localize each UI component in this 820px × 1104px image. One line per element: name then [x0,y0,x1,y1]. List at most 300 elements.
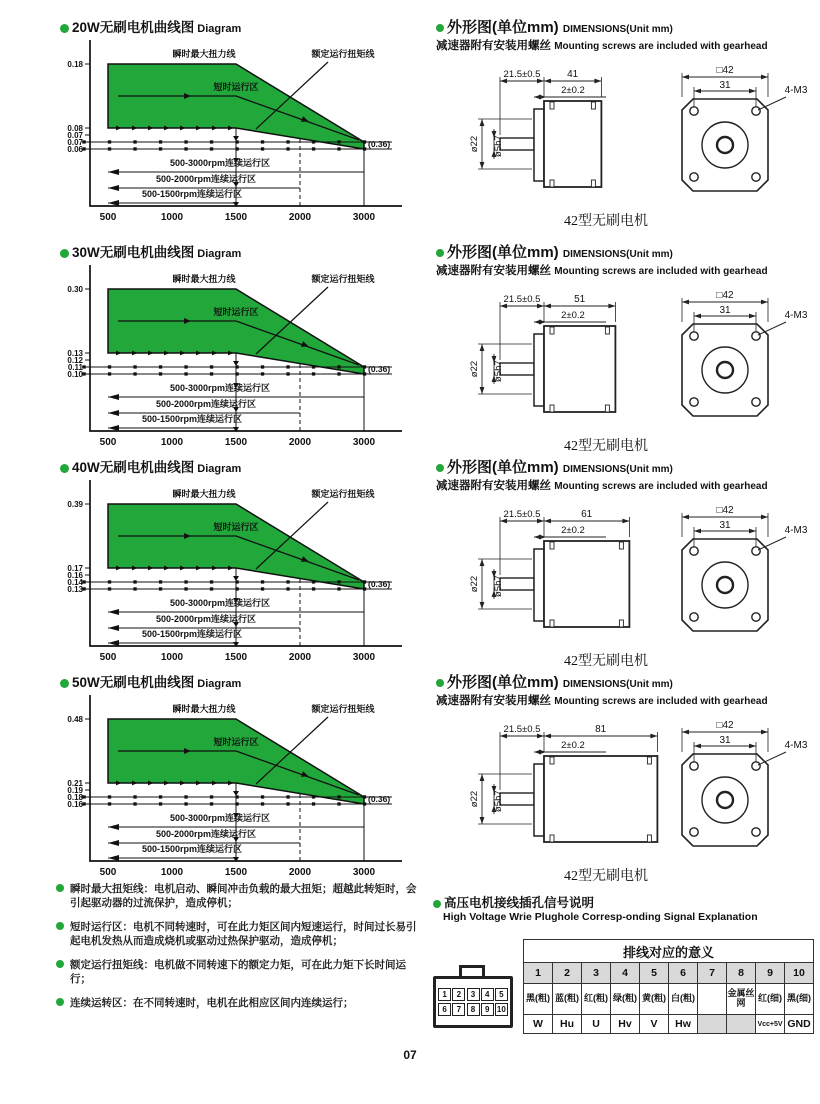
square-marker [312,372,315,375]
chart-title-cn: 50W无刷电机曲线图 [72,675,195,690]
dim-arrow [544,734,551,739]
mounting-hole [752,762,760,770]
y-tick-label: 0.08 [67,123,83,133]
dimension-drawing-50w [436,708,820,865]
zone-label: 500-2000rpm连续运行区 [155,174,257,184]
dim-section-30w [436,241,820,466]
body-slot [619,542,623,549]
square-marker [184,802,187,805]
torque-curve-svg [44,261,424,461]
zone-label: 500-1500rpm连续运行区 [141,629,243,639]
zone-label: 500-3000rpm连续运行区 [169,813,271,823]
wire-color-cell: 绿(粗) [611,984,640,1015]
dim-heading-cn: 外形图(单位mm) [447,19,559,36]
zone-label: 500-2000rpm连续运行区 [155,829,257,839]
square-marker [210,372,213,375]
mounting-hole [690,398,698,406]
dim-shaft-dia: ø5h7 [493,360,504,382]
dim-arrow [682,515,689,520]
mounting-hole [752,547,760,555]
dim-section-20w [436,16,820,241]
mounting-hole [690,828,698,836]
square-marker [261,587,264,590]
connector-pin: 10 [495,1003,508,1016]
flange [534,764,544,836]
square-marker [363,365,366,368]
square-marker [312,365,315,368]
dim-sub-en: Mounting screws are included with gearhead [554,481,768,492]
dim-arrow [594,79,601,84]
square-marker [286,580,289,583]
dim-flange-dia: ø22 [469,790,480,808]
x-tick-label: 2000 [288,652,312,663]
dim-heading-cn: 外形图(单位mm) [447,674,559,691]
wire-color-cell: 黄(粗) [640,984,669,1015]
arrow-marker [108,609,119,615]
body-slot [605,327,609,334]
green-bullet-icon [60,24,69,33]
dim-shaft-step: 2±0.2 [561,85,585,96]
dim-body-length: 81 [595,724,607,735]
dim-sub-cn: 减速器附有安装用螺丝 [436,480,551,492]
dim-body-length: 51 [574,294,586,305]
dim-square: □42 [716,65,734,76]
dim-arrow [761,515,768,520]
square-marker [312,587,315,590]
square-marker [159,795,162,798]
signal-cell: Hw [669,1015,698,1034]
pin-number-cell: 7 [698,963,727,984]
square-marker [108,365,111,368]
peak-line-label: 瞬时最大扭力线 [172,49,236,59]
zone-label: 500-1500rpm连续运行区 [141,844,243,854]
note-item [56,920,422,949]
square-marker [184,140,187,143]
dim-arrow [749,529,756,534]
square-marker [108,147,111,150]
torque-chart-50w [44,691,436,896]
note-text: 额定运行扭矩线：电机做不同转速下的额定力矩，可在此力矩下长时间运行； [70,958,406,986]
square-marker [108,795,111,798]
square-marker [108,580,111,583]
arrow-marker [108,185,119,191]
shaft-hole [717,792,733,808]
square-marker [108,140,111,143]
y-tick-label: 0.39 [67,499,83,509]
signal-table [523,939,814,1034]
square-marker [312,140,315,143]
square-marker [363,795,366,798]
torque-chart-40w [44,476,436,681]
body-slot [550,180,554,187]
wire-color-cell: 金属丝网 [727,984,756,1015]
chart-title-20w [60,16,436,36]
body-slot [550,757,554,764]
signal-cell [698,1015,727,1034]
green-bullet-icon [436,249,444,257]
chart-section-30w [0,241,436,466]
dim-heading-en: DIMENSIONS(Unit mm) [562,679,673,690]
connector-plug-icon [433,965,517,1034]
square-marker [159,372,162,375]
square-marker [210,365,213,368]
shaft [500,138,534,150]
y-tick-label: 0.12 [67,355,83,365]
dim-shaft-dia: ø5h7 [493,790,504,812]
dim-arrow [544,304,551,309]
y-tick-label: 0.30 [67,284,83,294]
dim-arrow [694,314,701,319]
green-bullet-icon [60,679,69,688]
connector-pin: 1 [438,988,451,1001]
connector-pin: 7 [452,1003,465,1016]
motor-body [544,541,629,627]
y-tick-label: 0.11 [67,362,83,372]
dim-hole-pitch: 31 [719,735,731,746]
square-marker [133,795,136,798]
dim-arrow [694,744,701,749]
dim-arrow [480,119,485,126]
mounting-hole [752,332,760,340]
square-marker [184,147,187,150]
dim-lead: 21.5±0.5 [503,69,541,80]
green-bullet-icon [56,922,64,930]
square-marker [337,147,340,150]
dimension-svg [436,493,820,645]
square-marker [363,580,366,583]
dim-hole-pitch: 31 [719,80,731,91]
chart-title-cn: 40W无刷电机曲线图 [72,460,195,475]
rated-line-label: 额定运行扭矩线 [311,704,375,714]
chart-title-cn: 20W无刷电机曲线图 [72,20,195,35]
square-marker [184,365,187,368]
pin-number-cell: 10 [785,963,814,984]
flange [534,334,544,406]
arrow-marker [108,625,119,631]
green-bullet-icon [436,679,444,687]
square-marker [337,140,340,143]
note-text: 短时运行区：电机不同转速时，可在此力矩区间内短速运行，时间过长易引起电机发热从而造成烧机或驱动过热保护驱动，造成停机； [70,920,417,948]
square-marker [286,372,289,375]
chart-section-50w [0,671,436,896]
dim-lead: 21.5±0.5 [503,294,541,305]
body-slot [591,102,595,109]
zone-label: 500-3000rpm连续运行区 [169,158,271,168]
square-marker [133,802,136,805]
body-slot [550,835,554,842]
note-text: 连续运转区：在不同转速时，电机在此相应区间内连续运行； [70,996,354,1009]
square-marker [133,140,136,143]
row-30w [0,241,820,466]
square-marker [133,147,136,150]
square-marker [312,147,315,150]
shaft [500,793,534,805]
square-marker [159,580,162,583]
arrow-marker [233,576,239,581]
zone-label: 500-2000rpm连续运行区 [155,614,257,624]
y-tick-label: 0.07 [67,137,83,147]
pin-number-cell: 9 [756,963,785,984]
mounting-hole [690,547,698,555]
dim-square: □42 [716,720,734,731]
green-bullet-icon [436,24,444,32]
signal-cell: Hv [611,1015,640,1034]
table-title: 排线对应的意义 [524,940,814,963]
note-text: 瞬时最大扭矩线：电机启动、瞬间冲击负载的最大扭矩；超越此转矩时，会引起驱动器的过流保护，造成停机； [70,883,417,910]
wire-color-cell [698,984,727,1015]
note-item [56,958,422,987]
square-marker [108,587,111,590]
connector-pin: 6 [438,1003,451,1016]
signal-cell: GND [785,1015,814,1034]
chart-section-40w [0,456,436,681]
torque-chart-30w [44,261,436,466]
dim-lead: 21.5±0.5 [503,509,541,520]
square-marker [210,140,213,143]
square-marker [133,372,136,375]
peak-line-label: 瞬时最大扭力线 [172,489,236,499]
x-tick-label: 2000 [288,212,312,223]
square-marker [261,147,264,150]
dim-arrow [761,75,768,80]
square-marker [184,587,187,590]
square-marker [286,795,289,798]
square-marker [261,365,264,368]
square-marker [184,580,187,583]
pin-number-cell: 6 [669,963,698,984]
square-marker [363,372,366,375]
dim-caption: 42型无刷电机 [564,869,648,884]
signal-cell: Hu [553,1015,582,1034]
signal-cell: U [582,1015,611,1034]
square-marker [159,147,162,150]
pin-number-cell: 4 [611,963,640,984]
arrow-marker [108,840,119,846]
dim-arrow [480,559,485,566]
y-tick-label: 0.18 [67,59,83,69]
square-marker [363,147,366,150]
dim-flange-dia: ø22 [469,575,480,593]
square-marker [363,140,366,143]
square-marker [133,580,136,583]
dim-arrow [694,89,701,94]
dimension-svg [436,278,820,430]
motor-body [544,756,657,842]
dim-hole-pitch: 31 [719,520,731,531]
pin-number-cell: 1 [524,963,553,984]
dim-shaft-step: 2±0.2 [561,525,585,536]
dim-body-length: 61 [581,509,593,520]
zone-label: 500-3000rpm连续运行区 [169,598,271,608]
square-marker [261,580,264,583]
mounting-hole [752,613,760,621]
dim-sub-en: Mounting screws are included with gearhead [554,696,768,707]
wire-color-cell: 黑(细) [785,984,814,1015]
torque-curve-svg [44,476,424,676]
y-tick-label: 0.14 [67,577,83,587]
y-tick-label: 0.16 [67,799,83,809]
zone-label: 500-3000rpm连续运行区 [169,383,271,393]
x-tick-label: 2000 [288,867,312,878]
dim-section-50w [436,671,820,896]
dim-section-40w [436,456,820,681]
torque-chart-20w [44,36,436,241]
square-marker [337,802,340,805]
square-marker [159,802,162,805]
dim-arrow [480,387,485,394]
pin-number-cell: 5 [640,963,669,984]
dim-body-length: 41 [567,69,579,80]
green-bullet-icon [56,998,64,1006]
x-tick-label: 1500 [224,652,248,663]
right-end-label: (0.36) [368,139,391,149]
dim-square: □42 [716,505,734,516]
body-slot [550,405,554,412]
dim-screws: 4-M3 [784,310,808,321]
dim-arrow [480,162,485,169]
dim-heading-cn: 外形图(单位mm) [447,459,559,476]
square-marker [286,802,289,805]
square-marker [159,365,162,368]
dim-arrow [544,519,551,524]
x-tick-label: 1500 [224,212,248,223]
wiring-section [433,893,819,1034]
dim-arrow [650,734,657,739]
mounting-hole [690,762,698,770]
row-20w [0,16,820,241]
x-tick-label: 2000 [288,437,312,448]
x-tick-label: 3000 [352,437,376,448]
connector-pin: 2 [452,988,465,1001]
mounting-hole [690,613,698,621]
dim-arrow [682,75,689,80]
rated-line-label: 额定运行扭矩线 [311,489,375,499]
green-bullet-icon [60,464,69,473]
dim-arrow [539,95,546,100]
dim-screws: 4-M3 [784,85,808,96]
y-tick-label: 0.07 [67,130,83,140]
connector-pin: 5 [495,988,508,1001]
square-marker [337,587,340,590]
square-marker [210,802,213,805]
x-tick-label: 500 [99,212,117,223]
torque-curve-svg [44,691,424,891]
pin-number-cell: 2 [553,963,582,984]
chart-section-20w [0,16,436,241]
body-slot [591,180,595,187]
square-marker [337,580,340,583]
dim-arrow [682,300,689,305]
square-marker [159,140,162,143]
y-tick-label: 0.10 [67,369,83,379]
short-zone-label: 短时运行区 [213,522,259,532]
note-item [56,996,422,1010]
short-zone-label: 短时运行区 [213,307,259,317]
shaft-hole [717,137,733,153]
dim-sub-en: Mounting screws are included with gearhead [554,266,768,277]
short-zone-label: 短时运行区 [213,82,259,92]
square-marker [286,365,289,368]
dim-screws: 4-M3 [784,740,808,751]
square-marker [210,587,213,590]
dim-sub-cn: 减速器附有安装用螺丝 [436,695,551,707]
dim-arrow [480,344,485,351]
dim-sub-cn: 减速器附有安装用螺丝 [436,265,551,277]
body-slot [619,620,623,627]
row-50w [0,671,820,896]
dim-shaft-step: 2±0.2 [561,740,585,751]
motor-body [544,326,615,412]
peak-line-label: 瞬时最大扭力线 [172,704,236,714]
dim-arrow [749,744,756,749]
footnotes [56,882,422,1019]
right-end-label: (0.36) [368,364,391,374]
square-marker [261,802,264,805]
green-bullet-icon [436,464,444,472]
x-tick-label: 3000 [352,867,376,878]
connector-body [433,976,513,1028]
mounting-hole [690,173,698,181]
wiring-heading-en: High Voltage Wrie Plughole Corresp-onding Signal Explanation [443,911,758,923]
square-marker [337,372,340,375]
body-slot [550,102,554,109]
y-tick-label: 0.13 [67,584,83,594]
body-slot [550,327,554,334]
dim-hole-pitch: 31 [719,305,731,316]
x-tick-label: 1500 [224,867,248,878]
square-marker [363,802,366,805]
square-marker [337,795,340,798]
x-tick-label: 1000 [160,652,184,663]
green-bullet-icon [56,884,64,892]
dim-heading-en: DIMENSIONS(Unit mm) [562,464,673,475]
x-tick-label: 1500 [224,437,248,448]
square-marker [261,140,264,143]
dim-arrow [544,79,551,84]
arrow-marker [108,394,119,400]
dim-arrow [749,314,756,319]
signal-cell [727,1015,756,1034]
x-tick-label: 3000 [352,212,376,223]
square-marker [363,587,366,590]
square-marker [312,802,315,805]
arrow-marker [108,855,119,861]
zone-label: 500-1500rpm连续运行区 [141,414,243,424]
body-slot [647,757,651,764]
wire-color-cell: 白(粗) [669,984,698,1015]
dim-shaft-dia: ø5h7 [493,135,504,157]
y-tick-label: 0.19 [67,785,83,795]
dim-arrow [694,529,701,534]
x-tick-label: 1000 [160,437,184,448]
mounting-hole [752,107,760,115]
dimension-svg [436,53,820,205]
dim-square: □42 [716,290,734,301]
shaft-hole [717,362,733,378]
peak-line-label: 瞬时最大扭力线 [172,274,236,284]
connector-pin: 9 [481,1003,494,1016]
dim-arrow [622,519,629,524]
body-slot [647,835,651,842]
rated-line-label: 额定运行扭矩线 [311,49,375,59]
square-marker [312,795,315,798]
y-tick-label: 0.13 [67,348,83,358]
y-tick-label: 0.06 [67,144,83,154]
dim-arrow [539,320,546,325]
dim-heading-en: DIMENSIONS(Unit mm) [562,249,673,260]
dim-sub-cn: 减速器附有安装用螺丝 [436,40,551,52]
mounting-hole [752,398,760,406]
